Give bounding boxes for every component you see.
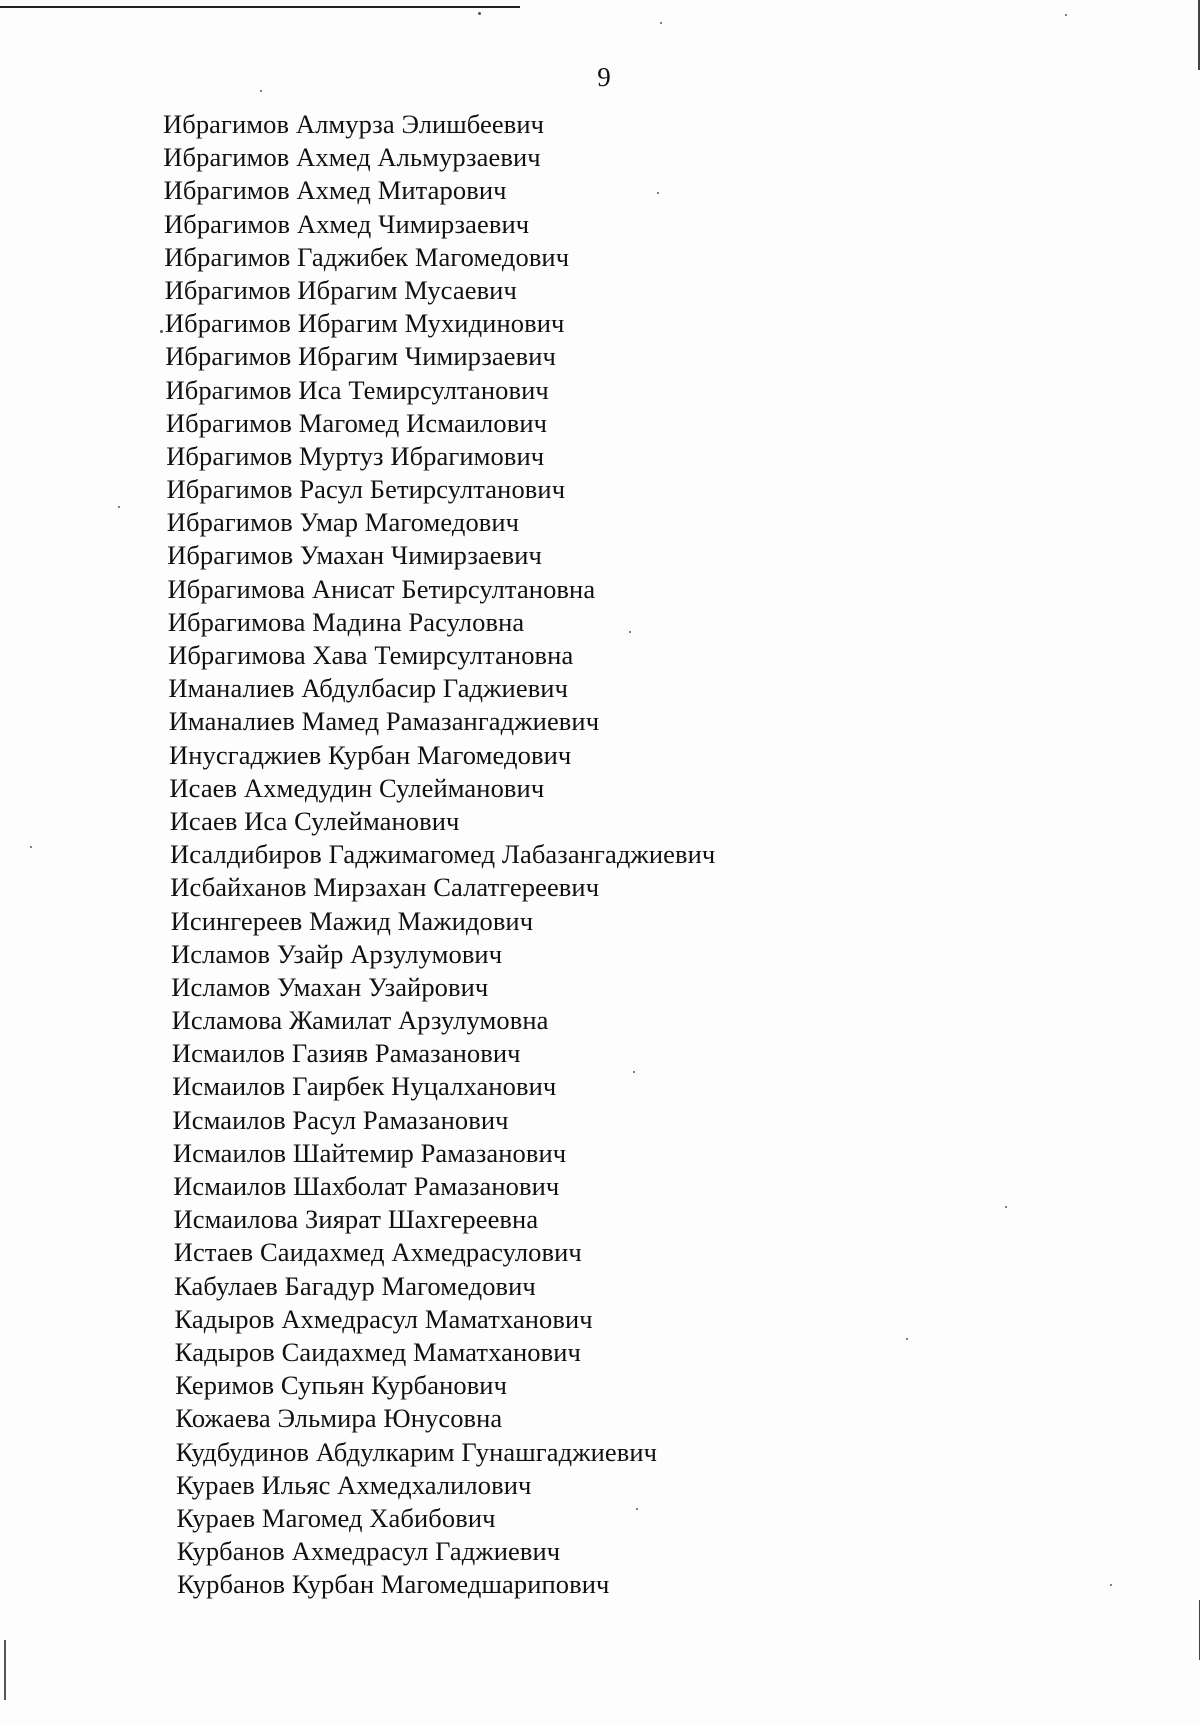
name-entry: Исламов Умахан Узайрович [171,971,489,1002]
name-entry: Ибрагимов Муртуз Ибрагимович [166,440,545,471]
scan-speck [1005,1206,1007,1208]
scan-speck [1065,14,1067,16]
name-entry: Ибрагимова Хава Темирсултановна [168,640,574,670]
name-entry: Инусгаджиев Курбан Магомедович [169,739,572,770]
name-entry: Ибрагимов Умахан Чимирзаевич [167,540,542,571]
name-entry: Ибрагимов Ахмед Чимирзаевич [164,208,530,239]
name-entry: Кадыров Саидахмед Маматханович [174,1336,581,1367]
name-entry: Ибрагимов Ахмед Митарович [163,175,507,206]
name-entry: Исмаилов Шахболат Рамазанович [173,1171,560,1201]
scan-speck [633,1071,635,1073]
name-entry: Ибрагимов Ибрагим Чимирзаевич [165,341,556,372]
name-entry: Исингереев Мажид Мажидович [170,905,534,936]
name-entry: Ибрагимова Мадина Расуловна [167,606,525,637]
name-entry: Кудбудинов Абдулкарим Гунашгаджиевич [175,1436,658,1467]
name-entry: Ибрагимова Анисат Бетирсултановна [167,573,596,604]
names-list [0,108,715,1601]
scan-speck [478,12,481,15]
name-entry: Исаев Иса Сулейманович [169,805,460,836]
name-entry: Кожаева Эльмира Юнусовна [175,1403,503,1434]
name-entry: Кураев Ильяс Ахмедхалилович [176,1469,532,1500]
name-entry: Исалдибиров Гаджимагомед Лабазангаджиевич [170,839,716,870]
name-entry: Ибрагимов Умар Магомедович [166,507,520,538]
name-entry: Ибрагимов Магомед Исмаилович [165,407,548,438]
scan-speck [260,90,262,92]
scan-speck [629,631,631,633]
name-entry: Кабулаев Багадур Магомедович [174,1270,536,1301]
name-entry: Исбайханов Мирзахан Салатгереевич [170,872,600,903]
scan-speck [660,22,662,24]
scan-speck [160,330,163,333]
name-entry: Кураев Магомед Хабибович [176,1502,496,1533]
name-entry: Керимов Супьян Курбанович [175,1370,508,1401]
name-entry: Кадыров Ахмедрасул Маматханович [174,1303,593,1334]
name-entry: Исмаилов Гаирбек Нуцалханович [172,1071,557,1102]
name-entry: Истаев Саидахмед Ахмедрасулович [173,1237,582,1268]
name-entry: Ибрагимов Алмурза Элишбеевич [163,109,545,139]
left-edge-mark [4,1640,6,1700]
scan-speck [657,192,659,194]
name-entry: Ибрагимов Ахмед Альмурзаевич [163,142,541,173]
name-entry: Исламов Узайр Арзулумович [171,938,503,969]
name-entry: Иманалиев Абдулбасир Гаджиевич [168,673,569,704]
name-entry: Исламова Жамилат Арзулумовна [171,1005,549,1036]
scan-speck [1110,1584,1112,1586]
name-entry: Ибрагимов Ибрагим Мусаевич [164,274,517,305]
name-entry: Исмаилов Расул Рамазанович [172,1104,509,1135]
name-entry: Исмаилов Газияв Рамазанович [171,1038,521,1069]
name-entry: Исаев Ахмедудин Сулейманович [169,772,545,803]
name-entry: Ибрагимов Расул Бетирсултанович [166,474,566,505]
name-entry: Ибрагимов Гаджибек Магомедович [164,241,570,272]
top-edge-rule [0,6,520,8]
name-entry: Иманалиев Мамед Рамазангаджиевич [168,706,600,737]
name-entry: Курбанов Курбан Магомедшарипович [177,1569,610,1600]
name-entry: Исмаилова Зиярат Шахгереевна [173,1204,539,1235]
name-entry: Курбанов Ахмедрасул Гаджиевич [176,1536,561,1567]
scan-speck [30,846,32,848]
page-number: 9 [597,62,611,92]
scan-speck [118,506,120,508]
name-entry: Ибрагимов Ибрагим Мухидинович [164,308,565,339]
scan-speck [636,1508,638,1510]
scan-speck [906,1338,908,1340]
name-entry: Исмаилов Шайтемир Рамазанович [172,1137,567,1168]
name-entry: Ибрагимов Иса Темирсултанович [165,374,549,405]
